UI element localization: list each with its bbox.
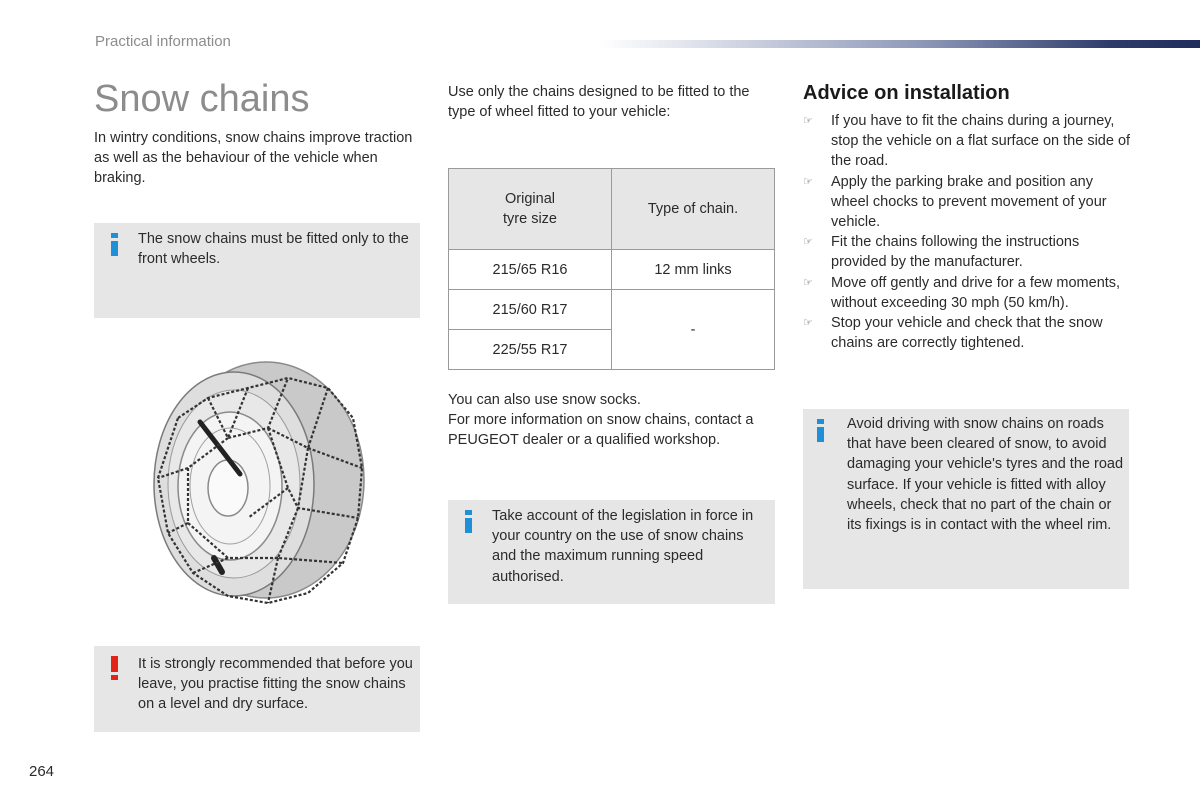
table-cell: - (612, 290, 775, 370)
list-item: ☞ Apply the parking brake and position any wheel chocks to prevent movement of your vehicle. (803, 173, 1107, 231)
list-item: ☞ Stop your vehicle and check that the snow chains are correctly tightened. (803, 315, 1103, 352)
section-header: Practical information (95, 33, 231, 50)
hand-pointer-icon: ☞ (803, 317, 813, 330)
dealer-info-paragraph: For more information on snow chains, contact a PEUGEOT dealer or a qualified workshop. (448, 412, 754, 449)
table-row (449, 290, 775, 330)
list-item: ☞ Fit the chains following the instructions provided by the manufacturer. (803, 234, 1080, 271)
info-note-avoid-driving (803, 409, 1129, 589)
note-text: The snow chains must be fitted only to the front wheels. (138, 231, 409, 268)
info-note-front-wheels (94, 223, 420, 318)
tyre-chain-table (448, 168, 775, 370)
info-icon (111, 233, 119, 257)
warning-icon (111, 656, 119, 680)
advice-heading: Advice on installation (803, 82, 1010, 104)
note-text: Take account of the legislation in force in your country on the use of snow chains and the maximum running speed authorised. (492, 508, 754, 585)
list-item: ☞ Move off gently and drive for a few moments, without exceeding 30 mph (50 km/h). (803, 274, 1121, 311)
list-item: ☞ If you have to fit the chains during a journey, stop the vehicle on a flat surface on the side of the road. (803, 113, 1131, 170)
snow-chain-wheel-illustration (148, 358, 370, 606)
table-header-row (449, 169, 775, 250)
table-header-chain-type: Type of chain. (612, 169, 775, 250)
hand-pointer-icon: ☞ (803, 236, 813, 249)
advice-list (803, 111, 1133, 353)
snow-socks-line: You can also use snow socks. (448, 392, 641, 408)
info-icon (817, 419, 825, 443)
chains-intro-paragraph: Use only the chains designed to be fitted to the type of wheel fitted to your vehicle: (448, 84, 750, 121)
note-text: It is strongly recommended that before you leave, you practise fitting the snow chains on a level and dry surface. (138, 656, 413, 713)
table-cell: 225/55 R17 (449, 330, 612, 370)
table-cell: 215/60 R17 (449, 290, 612, 330)
info-note-legislation (448, 500, 775, 604)
page-number: 264 (29, 763, 55, 780)
warning-note-practise (94, 646, 420, 732)
table-header-tyre-size: Original tyre size (449, 169, 612, 250)
table-row (449, 250, 775, 290)
intro-paragraph: In wintry conditions, snow chains improve traction as well as the behaviour of the vehicle when braking. (94, 130, 413, 187)
page-title: Snow chains (94, 78, 310, 120)
header-gradient-bar (600, 40, 1200, 48)
info-icon (465, 510, 473, 534)
table-cell: 215/65 R16 (449, 250, 612, 290)
hand-pointer-icon: ☞ (803, 115, 813, 127)
hand-pointer-icon: ☞ (803, 175, 813, 188)
note-text: Avoid driving with snow chains on roads that have been cleared of snow, to avoid damaging your vehicle's tyres and the road surface. If your vehicle is fitted with alloy wheels, check that no part of the chain or its fixings is in contact with the wheel rim. (847, 416, 1124, 534)
hand-pointer-icon: ☞ (803, 276, 813, 289)
table-cell: 12 mm links (612, 250, 775, 290)
